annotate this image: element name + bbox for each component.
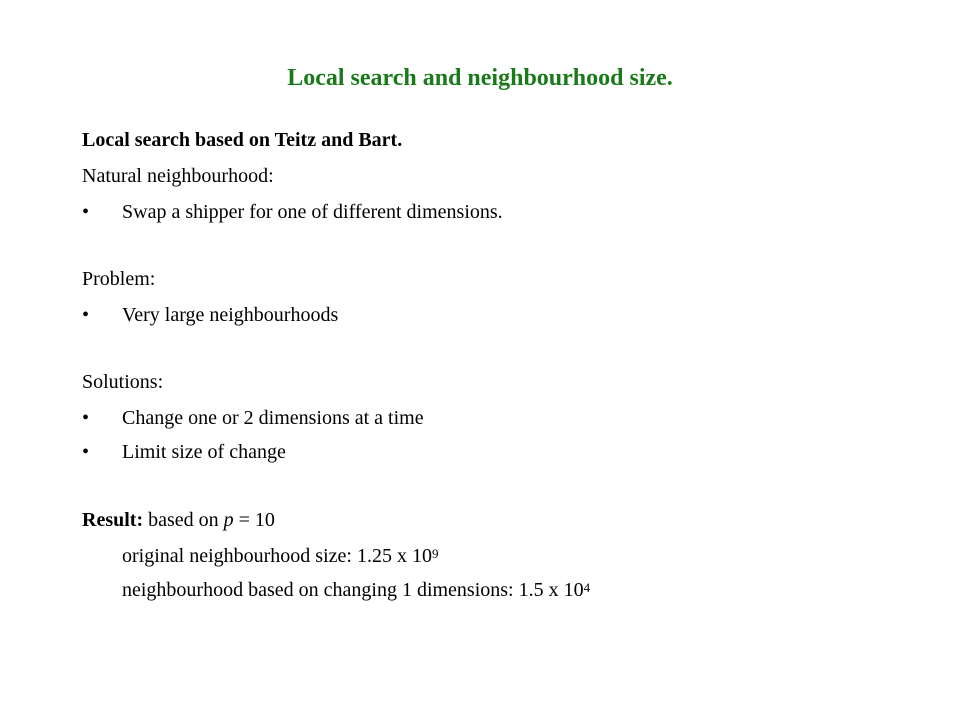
bullet-icon: •: [82, 201, 90, 223]
result-line: [82, 507, 275, 533]
problem-heading: Problem:: [82, 268, 156, 290]
result-detail-text: neighbourhood based on changing 1 dimensions: 1.5 x 10: [122, 579, 584, 601]
list-item-text: Very large neighbourhoods: [122, 304, 339, 326]
result-detail-line: [122, 577, 590, 603]
result-label: Result:: [82, 509, 144, 531]
result-variable: p: [223, 509, 234, 531]
result-suffix: = 10: [233, 509, 275, 531]
bullet-icon: •: [82, 407, 90, 429]
bullet-icon: •: [82, 441, 90, 463]
list-item-text: Limit size of change: [122, 441, 286, 463]
result-detail-exponent: 9: [431, 546, 439, 561]
intro-heading: Local search based on Teitz and Bart.: [82, 129, 403, 151]
slide-title: Local search and neighbourhood size.: [287, 65, 673, 91]
bullet-icon: •: [82, 304, 90, 326]
result-detail-line: [122, 543, 438, 569]
intro-subheading: Natural neighbourhood:: [82, 165, 274, 187]
result-detail-exponent: 4: [583, 580, 591, 595]
list-item-text: Swap a shipper for one of different dimensions.: [122, 201, 503, 223]
list-item-text: Change one or 2 dimensions at a time: [122, 407, 424, 429]
result-detail-text: original neighbourhood size: 1.25 x 10: [122, 545, 432, 567]
solutions-heading: Solutions:: [82, 371, 164, 393]
result-prefix: based on: [148, 509, 224, 531]
